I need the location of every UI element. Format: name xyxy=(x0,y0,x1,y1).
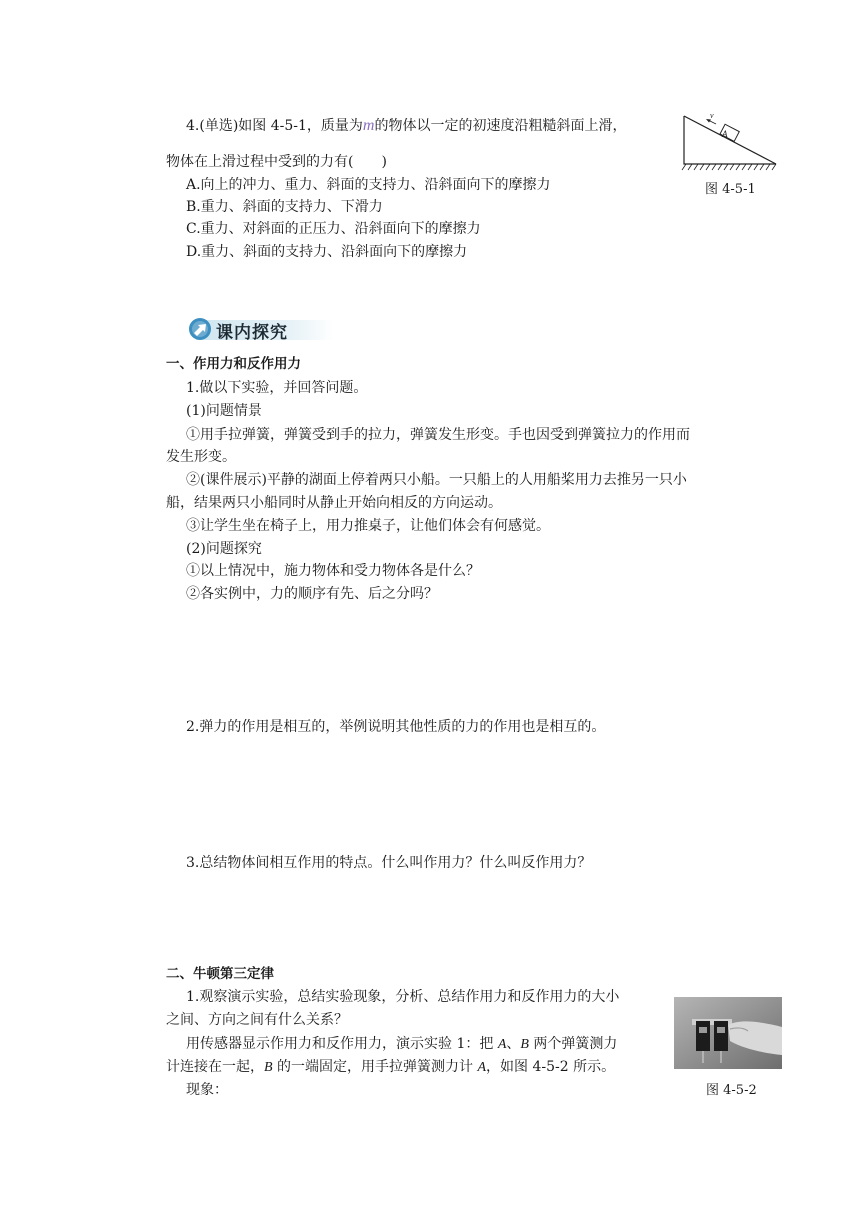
block-label: A xyxy=(722,129,728,139)
spring-scale-photo xyxy=(674,997,782,1069)
section-banner xyxy=(186,316,336,342)
s1-question-2: 2.弹力的作用是相互的，举例说明其他性质的力的作用也是相互的。 xyxy=(186,719,606,735)
banner-title: 课内探究 xyxy=(216,323,288,343)
s2-line-1: 1.观察演示实验，总结实验现象，分析、总结作用力和反作用力的大小 xyxy=(186,989,620,1005)
section1-heading: 一、作用力和反作用力 xyxy=(166,356,301,372)
s1-line-10: ②各实例中，力的顺序有先、后之分吗？ xyxy=(186,586,438,602)
figure-4-5-2-caption: 图 4-5-2 xyxy=(706,1083,757,1098)
figure-4-5-1-caption: 图 4-5-1 xyxy=(705,182,756,197)
q4-option-a: A.向上的冲力、重力、斜面的支持力、沿斜面向下的摩擦力 xyxy=(186,177,551,193)
s1-line-7: ③让学生坐在椅子上，用力推桌子，让他们体会有何感觉。 xyxy=(186,518,550,534)
section2-heading: 二、牛顿第三定律 xyxy=(166,966,274,982)
q4-option-d: D.重力、斜面的支持力、沿斜面向下的摩擦力 xyxy=(186,244,468,260)
s1-line-5: ②(课件展示)平静的湖面上停着两只小船。一只船上的人用船桨用力去推另一只小 xyxy=(186,472,687,488)
q4-stem-line1: 4.(单选)如图 4-5-1，质量为m的物体以一定的初速度沿粗糙斜面上滑， xyxy=(186,117,627,134)
velocity-label: v xyxy=(710,111,714,120)
s1-line-6: 船，结果两只小船同时从静止开始向相反的方向运动。 xyxy=(166,495,502,511)
s2-phenomenon: 现象： xyxy=(186,1082,228,1098)
q4-option-c: C.重力、对斜面的正压力、沿斜面向下的摩擦力 xyxy=(186,221,481,237)
s1-line-2: (1)问题情景 xyxy=(186,403,262,419)
s1-line-1: 1.做以下实验，并回答问题。 xyxy=(186,380,368,396)
s2-line-2: 之间、方向之间有什么关系？ xyxy=(166,1012,348,1028)
mass-variable: m xyxy=(362,117,375,134)
q4-option-b: B.重力、斜面的支持力、下滑力 xyxy=(186,199,383,215)
incline-figure xyxy=(672,110,784,176)
s1-question-3: 3.总结物体间相互作用的特点。什么叫作用力？什么叫反作用力？ xyxy=(186,855,592,871)
s1-line-4: 发生形变。 xyxy=(166,449,236,465)
s1-line-8: (2)问题探究 xyxy=(186,541,262,557)
q4-stem-line2: 物体在上滑过程中受到的力有( ) xyxy=(166,154,387,170)
hand-pointer-icon xyxy=(186,316,216,342)
s1-line-3: ①用手拉弹簧，弹簧受到手的拉力，弹簧发生形变。手也因受到弹簧拉力的作用而 xyxy=(186,427,690,443)
s1-line-9: ①以上情况中，施力物体和受力物体各是什么？ xyxy=(186,563,480,579)
s2-demo-line-2: 计连接在一起，B 的一端固定，用手拉弹簧测力计 A，如图 4-5-2 所示。 xyxy=(166,1059,616,1075)
s2-demo-line-1: 用传感器显示作用力和反作用力，演示实验 1：把 A、B 两个弹簧测力 xyxy=(186,1036,618,1052)
